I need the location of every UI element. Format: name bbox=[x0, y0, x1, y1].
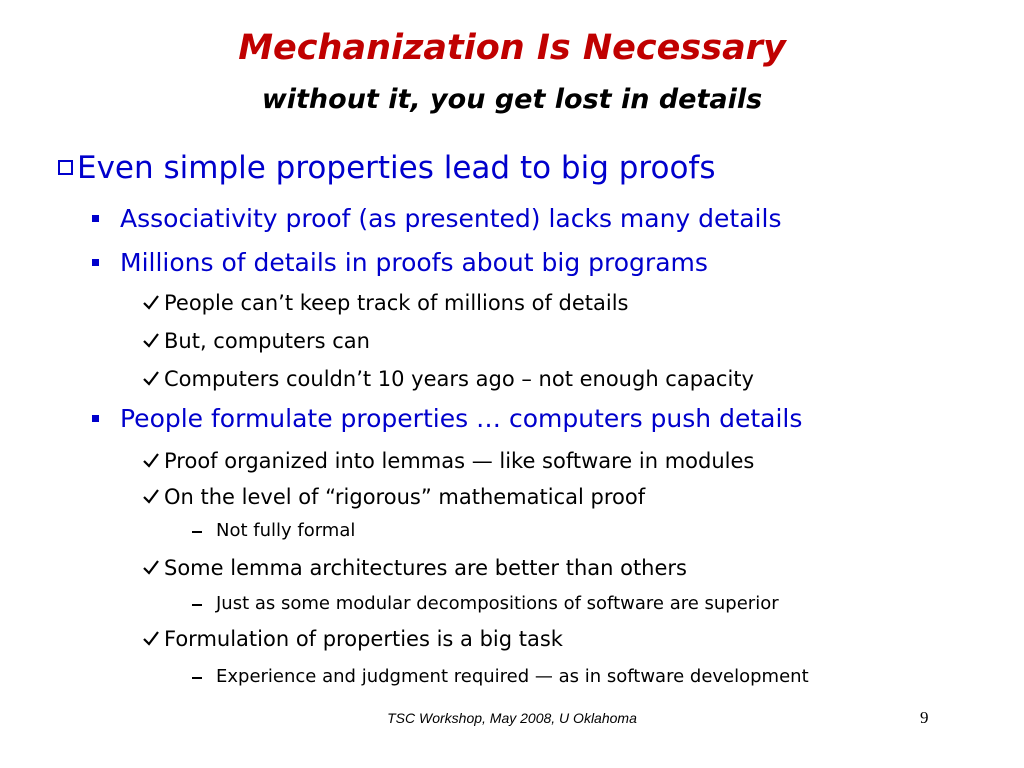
bullet-text: Some lemma architectures are better than others bbox=[164, 556, 687, 580]
bullet-text: People formulate properties … computers push details bbox=[120, 404, 803, 433]
bullet-text: Proof organized into lemmas — like software in modules bbox=[164, 449, 755, 473]
checkmark-icon bbox=[142, 629, 160, 647]
bullet-level3 bbox=[0, 553, 1024, 583]
checkmark-icon bbox=[142, 451, 160, 469]
bullet-text: Even simple properties lead to big proofs bbox=[77, 150, 716, 186]
bullet-text: But, computers can bbox=[164, 329, 370, 353]
bullet-level1 bbox=[0, 148, 1024, 188]
filled-square-icon bbox=[92, 259, 99, 266]
slide-title: Mechanization Is Necessary bbox=[238, 28, 786, 68]
bullet-text: Computers couldn’t 10 years ago – not enough capacity bbox=[164, 367, 754, 391]
bullet-level3 bbox=[0, 624, 1024, 654]
bullet-level4 bbox=[0, 518, 1024, 544]
dash-icon bbox=[192, 531, 202, 533]
slide-footer: TSC Workshop, May 2008, U Oklahoma bbox=[387, 710, 637, 726]
bullet-text: Not fully formal bbox=[216, 520, 356, 541]
checkmark-icon bbox=[142, 293, 160, 311]
bullet-level3 bbox=[0, 482, 1024, 512]
hollow-square-icon bbox=[58, 160, 73, 175]
bullet-level3 bbox=[0, 326, 1024, 356]
bullet-text: Just as some modular decompositions of software are superior bbox=[216, 593, 779, 614]
bullet-text: Formulation of properties is a big task bbox=[164, 627, 563, 651]
bullet-level3 bbox=[0, 288, 1024, 318]
checkmark-icon bbox=[142, 331, 160, 349]
dash-icon bbox=[192, 677, 202, 679]
bullet-level2 bbox=[0, 202, 1024, 236]
bullet-level4 bbox=[0, 591, 1024, 617]
bullet-text: Millions of details in proofs about big programs bbox=[120, 248, 708, 277]
bullet-text: On the level of “rigorous” mathematical proof bbox=[164, 485, 646, 509]
checkmark-icon bbox=[142, 487, 160, 505]
checkmark-icon bbox=[142, 558, 160, 576]
filled-square-icon bbox=[92, 215, 99, 222]
bullet-text: People can’t keep track of millions of details bbox=[164, 291, 629, 315]
page-number: 9 bbox=[920, 708, 929, 727]
bullet-level2 bbox=[0, 246, 1024, 280]
dash-icon bbox=[192, 604, 202, 606]
bullet-level3 bbox=[0, 446, 1024, 476]
filled-square-icon bbox=[92, 415, 99, 422]
bullet-text: Experience and judgment required — as in software development bbox=[216, 666, 809, 687]
bullet-level2 bbox=[0, 402, 1024, 436]
checkmark-icon bbox=[142, 369, 160, 387]
slide-subtitle: without it, you get lost in details bbox=[261, 84, 763, 115]
bullet-level3 bbox=[0, 364, 1024, 394]
bullet-level4 bbox=[0, 664, 1024, 690]
bullet-text: Associativity proof (as presented) lacks many details bbox=[120, 204, 782, 233]
